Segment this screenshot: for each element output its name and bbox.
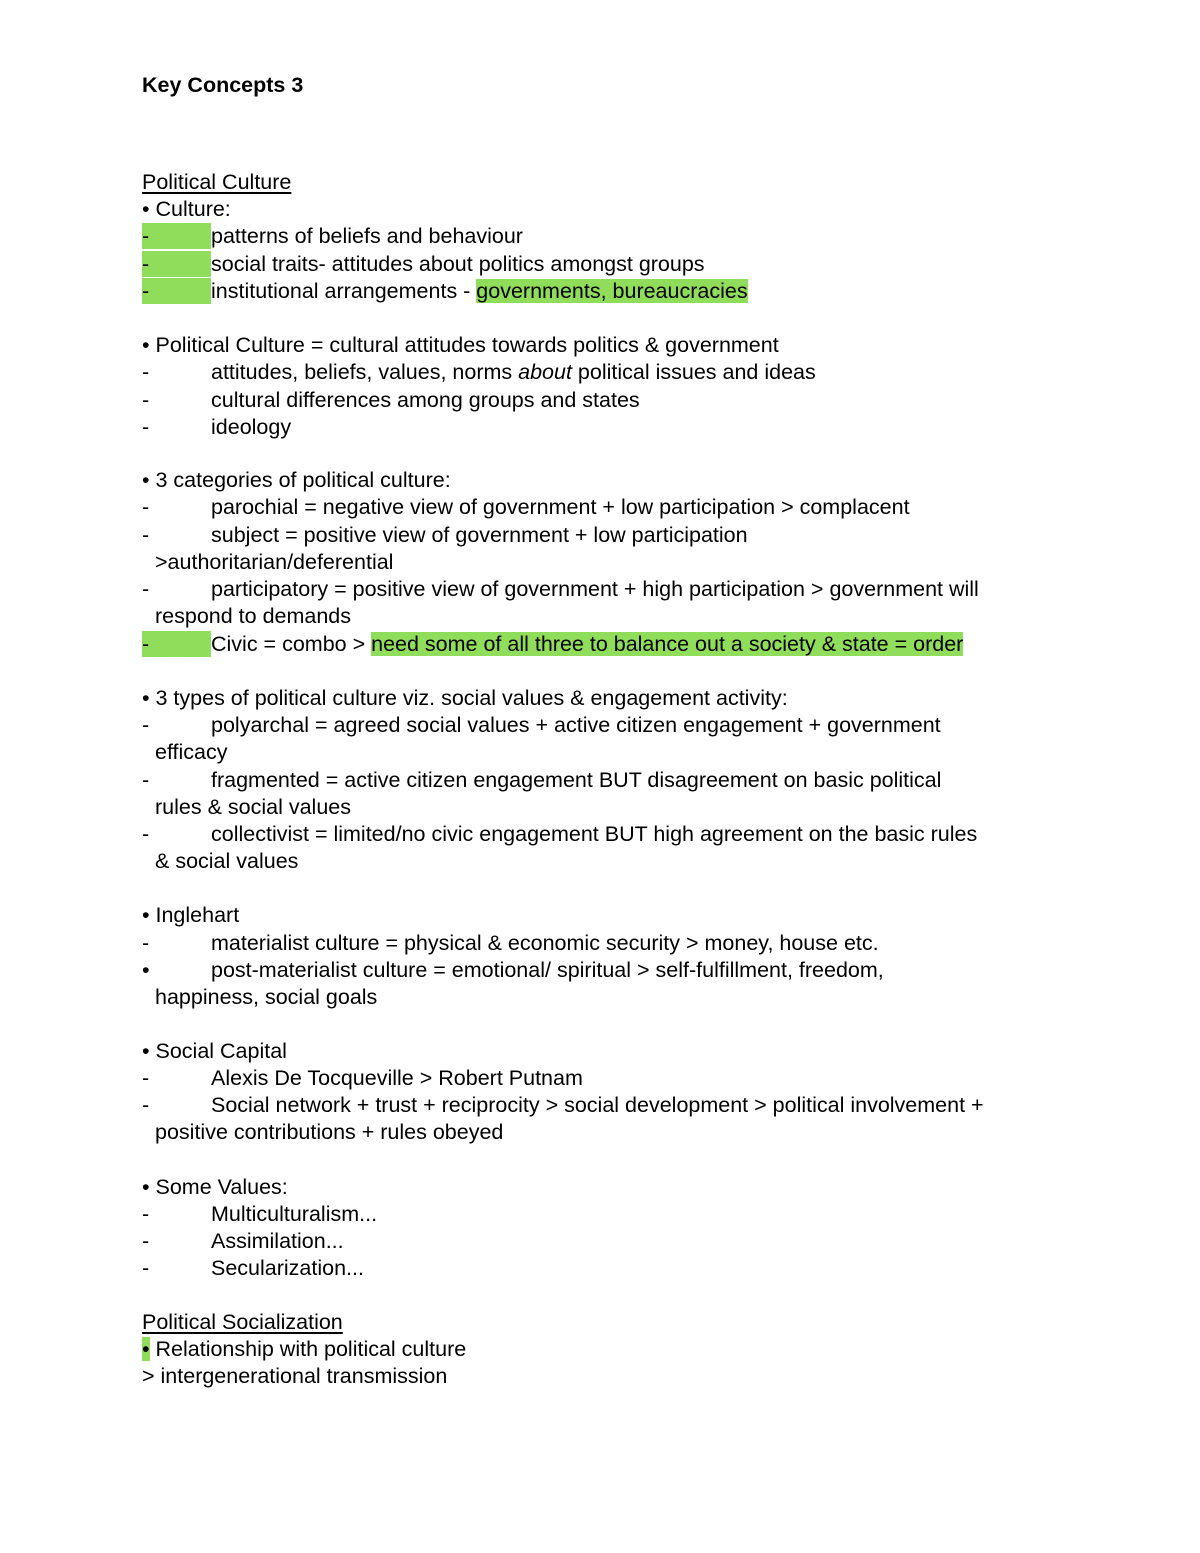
dash-marker: - (142, 251, 211, 277)
types-label: • 3 types of political culture viz. social values & engagement activity: (142, 686, 788, 710)
dash-marker: - (142, 523, 150, 547)
values-label: • Some Values: (142, 1175, 288, 1199)
bullet-marker: • (142, 1337, 150, 1361)
dash-marker: - (142, 1093, 150, 1117)
dash-marker: - (142, 360, 150, 384)
social-capital-label: • Social Capital (142, 1039, 287, 1063)
categories-label: • 3 categories of political culture: (142, 468, 451, 492)
list-item-continuation: happiness, social goals (155, 985, 378, 1009)
highlighted-text: governments, bureaucracies (476, 279, 748, 303)
list-item-continuation: positive contributions + rules obeyed (155, 1120, 504, 1144)
dash-marker: - (142, 415, 150, 439)
list-item-continuation: respond to demands (155, 604, 352, 628)
list-item-continuation: efficacy (155, 740, 228, 764)
list-item-continuation: & social values (155, 849, 299, 873)
list-item-continuation: >authoritarian/deferential (155, 550, 394, 574)
inglehart-label: • Inglehart (142, 903, 240, 927)
dash-marker: - (142, 1202, 150, 1226)
dash-marker: - (142, 713, 150, 737)
dash-marker: - (142, 931, 150, 955)
dash-marker: - (142, 631, 211, 657)
dash-marker: - (142, 388, 150, 412)
highlighted-text: need some of all three to balance out a society & state = order (371, 632, 964, 656)
dash-marker: - (142, 822, 150, 846)
dash-marker: - (142, 577, 150, 601)
dash-marker: - (142, 1066, 150, 1090)
dash-marker: - (142, 495, 150, 519)
bullet-marker: • (142, 958, 150, 982)
dash-marker: - (142, 223, 211, 249)
document-title: Key Concepts 3 (142, 73, 304, 97)
dash-marker: - (142, 278, 211, 304)
section-heading-political-socialization: Political Socialization (142, 1310, 343, 1334)
list-item-continuation: rules & social values (155, 795, 351, 819)
list-item: • Relationship with political culture (142, 1337, 467, 1361)
section-heading-political-culture: Political Culture (142, 170, 292, 194)
dash-marker: - (142, 1256, 150, 1280)
dash-marker: - (142, 768, 150, 792)
definition-label: • Political Culture = cultural attitudes towards politics & government (142, 333, 779, 357)
list-item: > intergenerational transmission (142, 1364, 448, 1388)
culture-label: • Culture: (142, 197, 231, 221)
dash-marker: - (142, 1229, 150, 1253)
document-page: Key Concepts 3 Political Culture • Culture: - patterns of beliefs and behaviour - social traits- attitudes about politics amongst groups - institutional arrangements - governments, bureaucracies • Political Culture = cultural attitudes towards politics & government - attitudes, beliefs, values, norms about political issues and ideas - cultural differences among groups and states - ideology • 3 categories of political culture: - parochial = negative view of government + low participation > complacent - subject = positive view of government + low participation >authoritarian/deferential - participatory = positive view of government + high participation > government will respond to demands - Civic = combo > need some of all three to balance out a society & state = order • 3 types of political culture viz. social values & engagement activity: - polyarchal = agreed social values + active citizen engagement + government efficacy - fragmented = active citizen engagement BUT disagreement on basic political rules & social values - collectivist = limited/no civic engagement BUT high agreement on the basic rules & social values • Inglehart - materialist culture = physical & economic security > money, house etc. • post-materialist culture = emotional/ spiritual > self-fulfillment, freedom, happiness, social goals • Social Capital - Alexis De Tocqueville > Robert Putnam - Social network + trust + reciprocity > social development > political involvement + positive contributions + rules obeyed • Some Values: - Multiculturalism... - Assimilation... - Secularization... Political Socialization • Relationship with political culture > intergenerational transmission (142, 73, 984, 1388)
